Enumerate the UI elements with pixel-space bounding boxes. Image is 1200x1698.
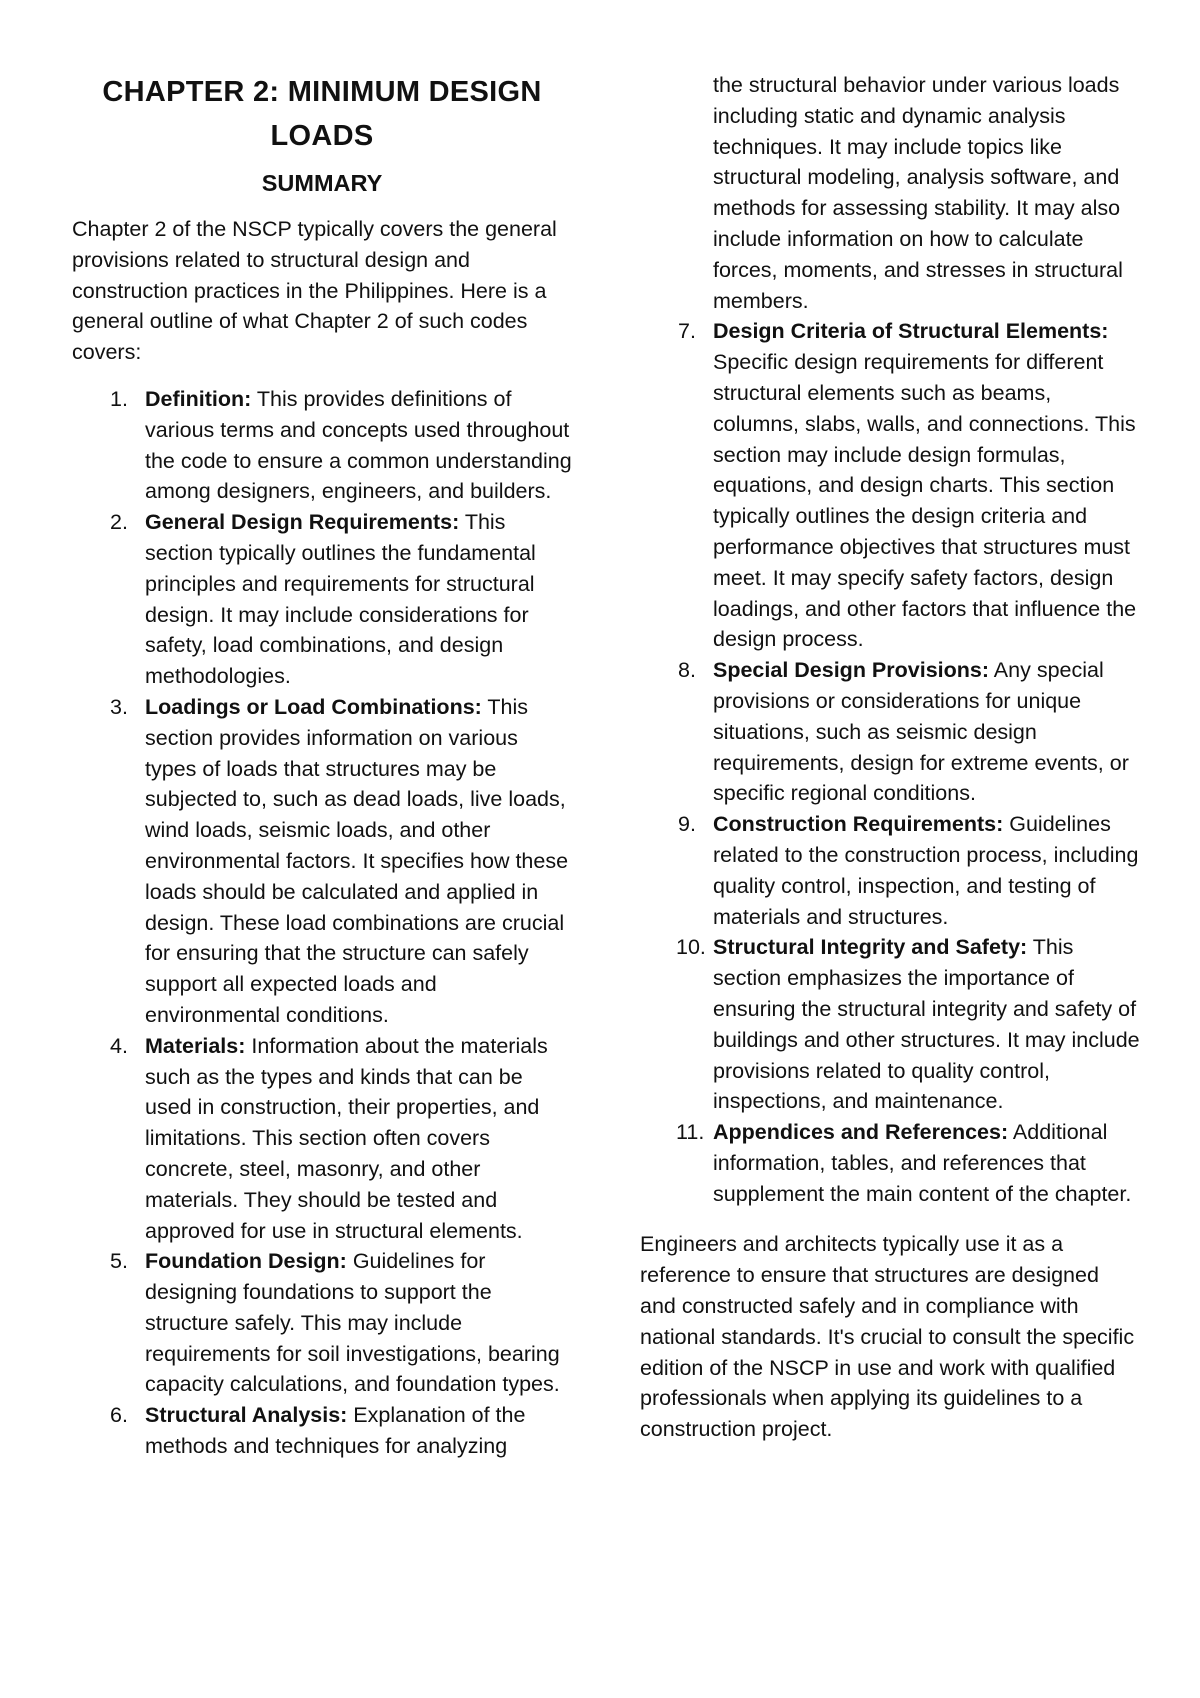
item-term: Definition: [145,386,252,411]
list-item-3 [72,692,572,1031]
item-number: 8. [678,658,696,683]
summary-heading: SUMMARY [261,170,383,196]
list-item-2 [72,507,572,692]
closing-paragraph: Engineers and architects typically use it as a reference to ensure that structures are designed and constructed safely and in compliance with national standards. It's crucial to consult the specific edition of the NSCP in use and work with qualified professionals when applying its guidelines to a construction project. [640,1232,1135,1442]
item-term: Design Criteria of Structural Elements: [713,319,1109,344]
list-item-4 [72,1031,572,1247]
item-number: 7. [678,319,696,344]
item-number: 6. [110,1403,128,1428]
item-text: This section provides information on various types of loads that structures may be subjected to, such as dead loads, live loads, wind loads, seismic loads, and other environmental factors. It specifies how these loads should be calculated and applied in design. These load combinations are crucial for ensuring that the structure can safely support all expected loads and environmental conditions. [145,694,569,1027]
item-number: 2. [110,510,128,535]
item-term: Special Design Provisions: [713,658,990,683]
item-number: 9. [678,812,696,837]
list-item-7 [640,316,1140,655]
item-term: Foundation Design: [145,1249,347,1274]
item-term: Appendices and References: [713,1120,1009,1145]
item-term: Structural Integrity and Safety: [713,935,1028,960]
item-text: Additional information, tables, and references that supplement the main content of the chapter. [713,1120,1132,1206]
list-item-10 [640,932,1140,1117]
intro-paragraph: Chapter 2 of the NSCP typically covers the general provisions related to structural design and construction practices in the Philippines. Here is a general outline of what Chapter 2 of such codes covers: [72,217,557,365]
right-column [640,70,1140,1445]
item-number: 11. [676,1120,705,1145]
list-item-9 [640,809,1140,932]
item-number: 1. [110,386,128,411]
chapter-title: CHAPTER 2: MINIMUM DESIGN LOADS [102,76,542,152]
item-term: Structural Analysis: [145,1403,348,1428]
list-item-6 [72,1400,572,1462]
item-text: Guidelines for designing foundations to support the structure safely. This may include requirements for soil investigations, bearing capacity calculations, and foundation types. [145,1249,560,1397]
item-number: 10. [676,935,706,960]
item-number: 4. [110,1033,128,1058]
list-item-5 [72,1246,572,1400]
item-text: This section emphasizes the importance of ensuring the structural integrity and safety of buildings and other structures. It may include provisions related to quality control, inspections, and maintenance. [713,935,1140,1114]
left-column [72,64,572,1462]
list-item-8 [640,655,1140,809]
item-number: 3. [110,694,128,719]
item-text: Guidelines related to the construction process, including quality control, inspection, and testing of materials and structures. [713,812,1139,929]
item-term: Construction Requirements: [713,812,1004,837]
outline-list-part-2 [640,316,1140,1209]
list-item-1 [72,384,572,507]
item-term: Loadings or Load Combinations: [145,694,482,719]
item-text: Any special provisions or considerations for unique situations, such as seismic design requirements, design for extreme events, or specific regional conditions. [713,658,1129,806]
outline-list-part-1 [72,384,572,1462]
list-item-6-continued: the structural behavior under various loads including static and dynamic analysis techniques. It may include topics like structural modeling, analysis software, and methods for assessing stability. It may also include information on how to calculate forces, moments, and stresses in structural members. [713,73,1123,313]
list-item-11 [640,1117,1140,1209]
item-text: This provides definitions of various terms and concepts used throughout the code to ensure a common understanding among designers, engineers, and builders. [145,386,572,504]
item-number: 5. [110,1249,128,1274]
item-term: Materials: [145,1033,246,1058]
item-text: Specific design requirements for different structural elements such as beams, columns, slabs, walls, and connections. This section may include design formulas, equations, and design charts. This section typically outlines the design criteria and performance objectives that structures must meet. It may specify safety factors, design loadings, and other factors that influence the design process. [713,350,1137,652]
item-text: This section typically outlines the fundamental principles and requirements for structural design. It may include considerations for safety, load combinations, and design methodologies. [145,510,536,689]
item-text: Information about the materials such as the types and kinds that can be used in construction, their properties, and limitations. This section often covers concrete, steel, masonry, and other materials. They should be tested and approved for use in structural elements. [145,1033,548,1243]
item-text: Explanation of the methods and techniques for analyzing [145,1403,526,1459]
item-term: General Design Requirements: [145,510,460,535]
